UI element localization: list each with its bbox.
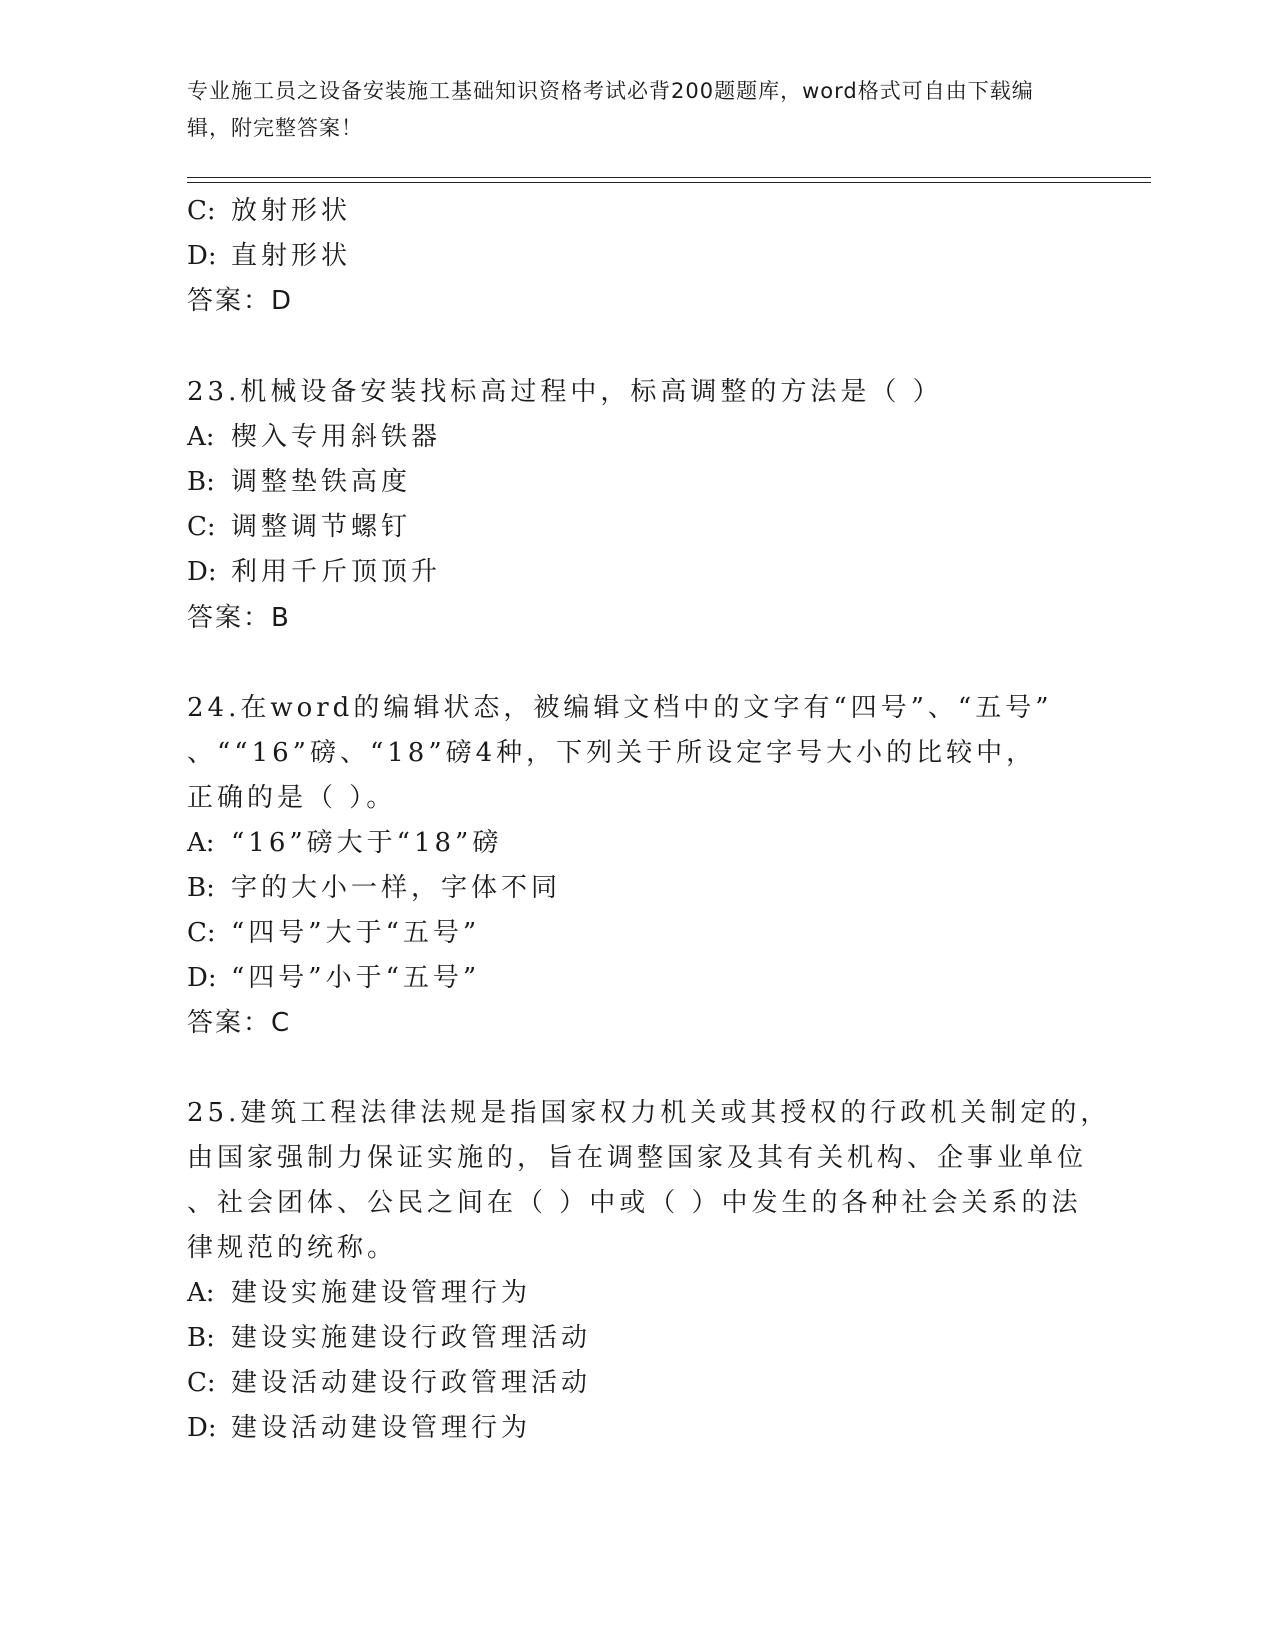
option-text: 直射形状 [231, 241, 352, 271]
header-divider-top [187, 177, 1151, 178]
option-key: B: [187, 467, 215, 497]
option-key: D: [187, 241, 217, 271]
option-line [187, 189, 351, 234]
question-stem-line: 24.在word的编辑状态，被编辑文档中的文字有“四号”、“五号” [187, 693, 1053, 723]
option-line [187, 234, 351, 279]
option-line [187, 1406, 531, 1451]
option-text: 放射形状 [231, 196, 352, 226]
option-key: D: [187, 963, 217, 993]
question-stem-line: 23.机械设备安装找标高过程中，标高调整的方法是（ ） [187, 377, 943, 407]
option-key: D: [187, 557, 217, 587]
option-text: 建设活动建设管理行为 [231, 1413, 532, 1443]
option-line [187, 866, 561, 911]
option-text: “16”磅大于“18”磅 [231, 828, 503, 858]
option-text: “四号”大于“五号” [231, 918, 481, 948]
option-key: C: [187, 512, 216, 542]
option-key: C: [187, 1368, 216, 1398]
option-line [187, 550, 441, 595]
answer-line: 答案：C [187, 1008, 292, 1038]
question-stem-line: 、社会团体、公民之间在（ ）中或（ ）中发生的各种社会关系的法 [187, 1188, 1082, 1218]
option-text: 调整调节螺钉 [231, 512, 412, 542]
option-line [187, 1316, 591, 1361]
answer-line: 答案：D [187, 286, 294, 316]
option-key: B: [187, 873, 215, 903]
option-text: 调整垫铁高度 [231, 467, 412, 497]
option-key: C: [187, 918, 216, 948]
option-text: 建设实施建设管理行为 [231, 1278, 532, 1308]
option-line [187, 415, 441, 460]
option-line [187, 505, 411, 550]
document-header: 专业施工员之设备安装施工基础知识资格考试必背200题题库，word格式可自由下载编辑，附完整答案！ [187, 79, 1034, 140]
header-divider-bottom [187, 182, 1151, 183]
option-line [187, 956, 480, 1001]
question-stem-line: 由国家强制力保证实施的，旨在调整国家及其有关机构、企事业单位 [187, 1143, 1088, 1173]
question-stem-line: 、““16”磅、“18”磅4种，下列关于所设定字号大小的比较中， [187, 738, 1037, 768]
option-line [187, 911, 480, 956]
option-key: D: [187, 1413, 217, 1443]
option-key: A: [187, 1278, 215, 1308]
option-text: 楔入专用斜铁器 [231, 422, 442, 452]
option-key: C: [187, 196, 216, 226]
option-key: B: [187, 1323, 215, 1353]
question-stem-line: 律规范的统称。 [187, 1233, 398, 1263]
option-text: 建设实施建设行政管理活动 [231, 1323, 592, 1353]
option-line [187, 460, 411, 505]
option-line [187, 1271, 531, 1316]
option-key: A: [187, 422, 215, 452]
question-stem-line: 正确的是（ ）。 [187, 783, 397, 813]
option-text: 字的大小一样，字体不同 [231, 873, 562, 903]
option-line [187, 1361, 591, 1406]
answer-line: 答案：B [187, 603, 291, 633]
option-text: 建设活动建设行政管理活动 [231, 1368, 592, 1398]
option-text: “四号”小于“五号” [231, 963, 481, 993]
option-text: 利用千斤顶顶升 [231, 557, 442, 587]
option-key: A: [187, 828, 215, 858]
option-line [187, 821, 502, 866]
question-stem-line: 25.建筑工程法律法规是指国家权力机关或其授权的行政机关制定的， [187, 1098, 1111, 1128]
